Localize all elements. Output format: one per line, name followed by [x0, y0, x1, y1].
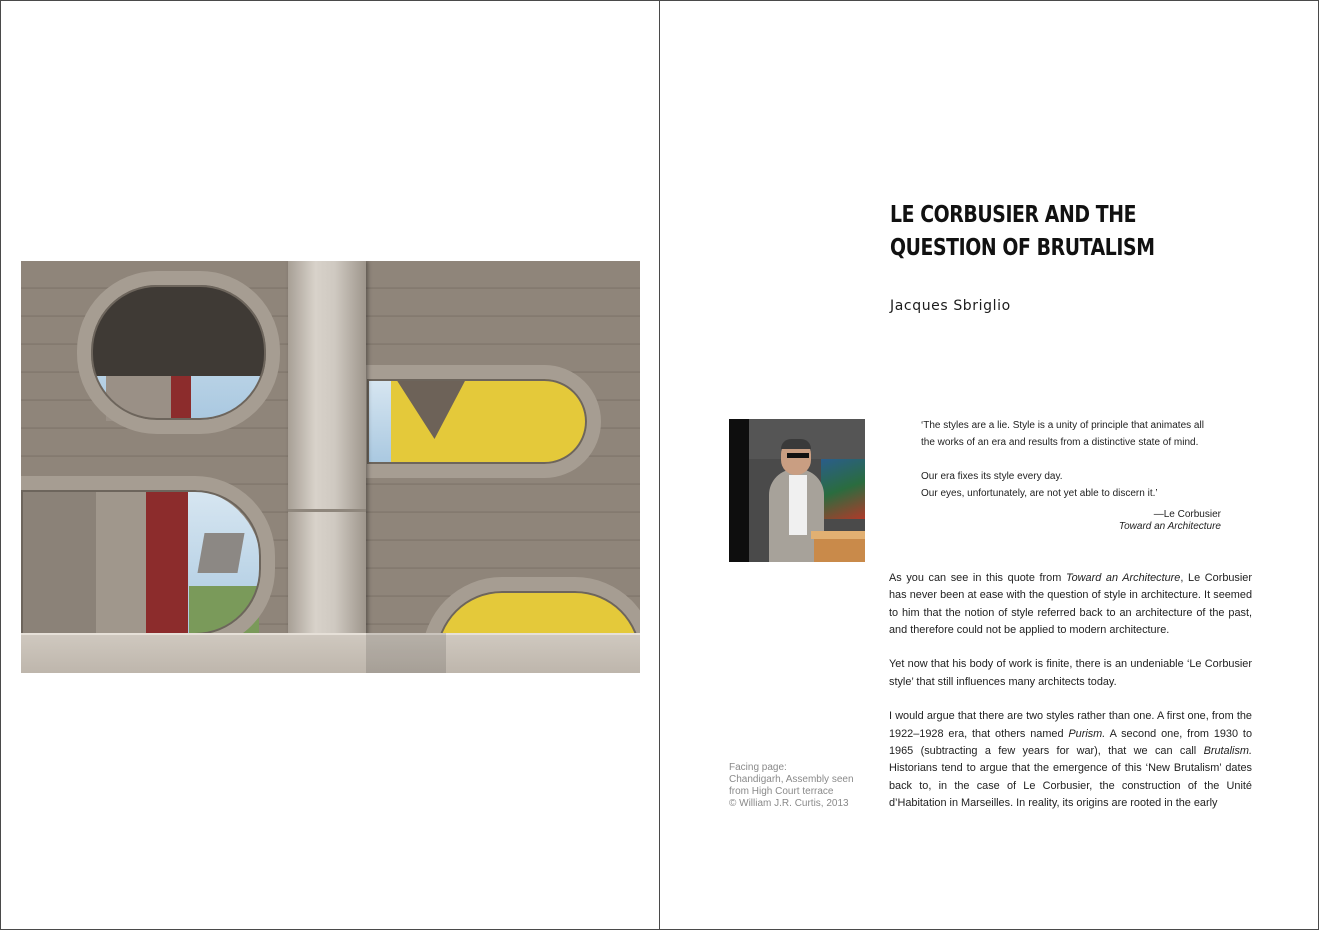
concrete-column	[288, 261, 366, 673]
photo-caption	[729, 762, 869, 810]
left-page	[0, 0, 660, 930]
author-name: Jacques Sbriglio	[890, 298, 1011, 314]
caption-line: Facing page:	[729, 762, 787, 773]
epigraph-line: Our era fixes its style every day.	[921, 471, 1063, 482]
epigraph	[921, 417, 1221, 519]
right-page	[659, 0, 1319, 930]
body-paragraph: Yet now that his body of work is finite, there is an undeniable ‘Le Corbusier style’ that still influences many architects today.	[889, 658, 1252, 688]
body-paragraph: I would argue that there are two styles rather than one. A first one, from the 1922–1928 era, that others named Purism. A second one, from 1930 to 1965 (subtracting a few years for war), that we can call Brutalism. Historians tend to argue that the emergence of this ‘New Brutalism’ dates back to, in the case of Le Corbusier, the construction of the Unité d’Habitation in Marseilles. In reality, its origins are rooted in the early	[889, 710, 1252, 809]
caption-line: from High Court terrace	[729, 786, 834, 797]
opening-frame	[21, 476, 275, 649]
epigraph-line: Our eyes, unfortunately, are not yet able to discern it.’	[921, 488, 1158, 499]
body-text	[889, 570, 1252, 829]
shadow-area	[366, 633, 446, 673]
epigraph-author: —Le Corbusier	[1153, 509, 1221, 520]
epigraph-attribution	[921, 509, 1221, 533]
author-portrait	[729, 419, 865, 562]
opening-frame	[353, 365, 601, 478]
body-paragraph: As you can see in this quote from Toward an Architecture, Le Corbusier has never been at ease with the question of style in architecture. It seemed to him that the notion of style referred back to an architecture of the past, and therefore could not be applied to modern architecture.	[889, 572, 1252, 636]
opening-frame	[77, 271, 280, 434]
chapter-title-line: LE CORBUSIER AND THE	[890, 202, 1137, 228]
term-brutalism: Brutalism.	[1203, 744, 1252, 757]
caption-line: © William J.R. Curtis, 2013	[729, 798, 849, 809]
chapter-title	[890, 199, 1161, 265]
epigraph-line: ‘The styles are a lie. Style is a unity of principle that animates all	[921, 420, 1204, 431]
foreground-parapet	[21, 633, 640, 673]
epigraph-line: the works of an era and results from a distinctive state of mind.	[921, 437, 1199, 448]
epigraph-source: Toward an Architecture	[1118, 521, 1221, 532]
chapter-title-line: QUESTION OF BRUTALISM	[890, 235, 1155, 261]
chandigarh-assembly-photo	[21, 261, 640, 673]
caption-line: Chandigarh, Assembly seen	[729, 774, 854, 785]
term-purism: Purism.	[1068, 727, 1106, 740]
column-joint	[288, 509, 366, 512]
book-title: Toward an Architecture	[1065, 572, 1181, 584]
